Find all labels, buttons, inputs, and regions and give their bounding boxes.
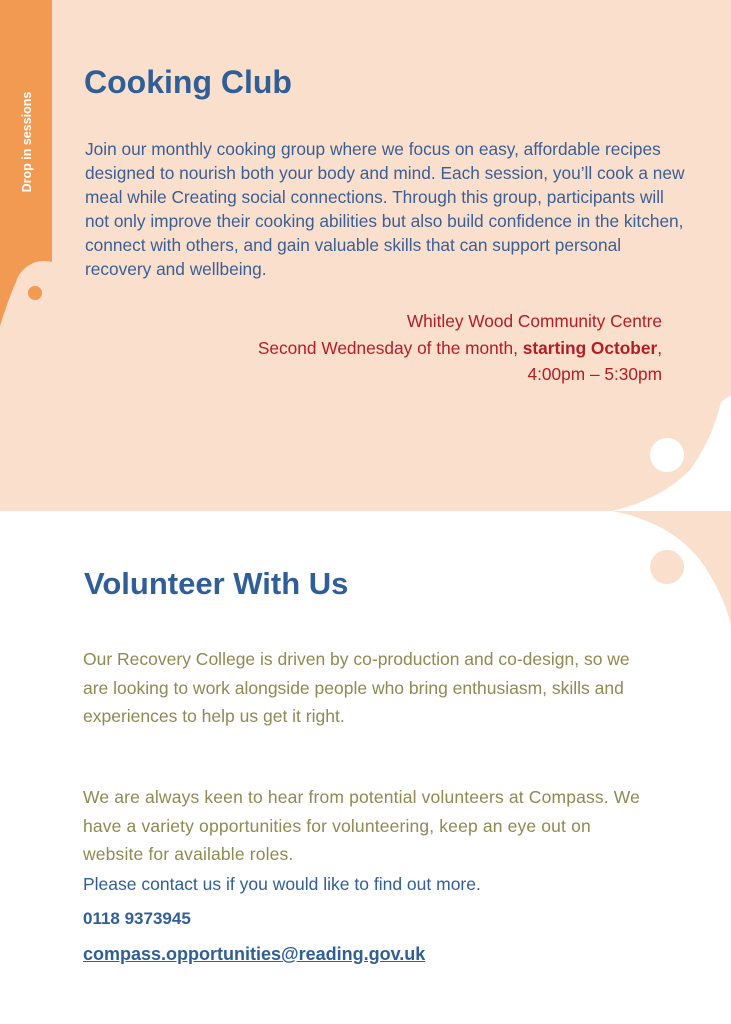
orange-dot — [28, 286, 42, 300]
schedule-prefix: Second Wednesday of the month, — [257, 337, 523, 358]
volunteer-paragraph-1: Our Recovery College is driven by co-production and co-design, so we are looking to work alongside people who bring enthusiasm, skills and experiences to help us get it right. — [83, 649, 630, 726]
cooking-club-description: Join our monthly cooking group where we focus on easy, affordable recipes designed to nourish both your body and mind. Each session, you’ll cook a new meal while Creating social connections. Through this group, participants will not only improve their cooking abilities but also build confidence in the kitchen, connect with others, and gain valuable skills that can support personal recovery and wellbeing. — [85, 139, 685, 279]
cooking-club-title: Cooking Club — [84, 64, 292, 100]
schedule-suffix: , — [657, 337, 662, 358]
email-link[interactable]: compass.opportunities@reading.gov.uk — [83, 944, 426, 964]
phone-number[interactable]: 0118 9373945 — [83, 909, 191, 928]
volunteer-paragraph-2: We are always keen to hear from potential volunteers at Compass. We have a variety opportunities for volunteering, keep an eye out on website for available roles. — [83, 787, 641, 864]
drop-in-sessions-label: Drop in sessions — [20, 91, 34, 193]
cooking-club-details — [258, 308, 662, 388]
peach-dot — [650, 550, 684, 584]
white-dot — [650, 438, 684, 472]
volunteer-title: Volunteer With Us — [84, 566, 349, 601]
time-text: 4:00pm – 5:30pm — [527, 364, 662, 384]
contact-text: Please contact us if you would like to find out more. — [83, 874, 481, 894]
venue-text: Whitley Wood Community Centre — [406, 311, 662, 331]
schedule-start: starting October — [522, 337, 658, 358]
schedule-text — [258, 335, 662, 362]
